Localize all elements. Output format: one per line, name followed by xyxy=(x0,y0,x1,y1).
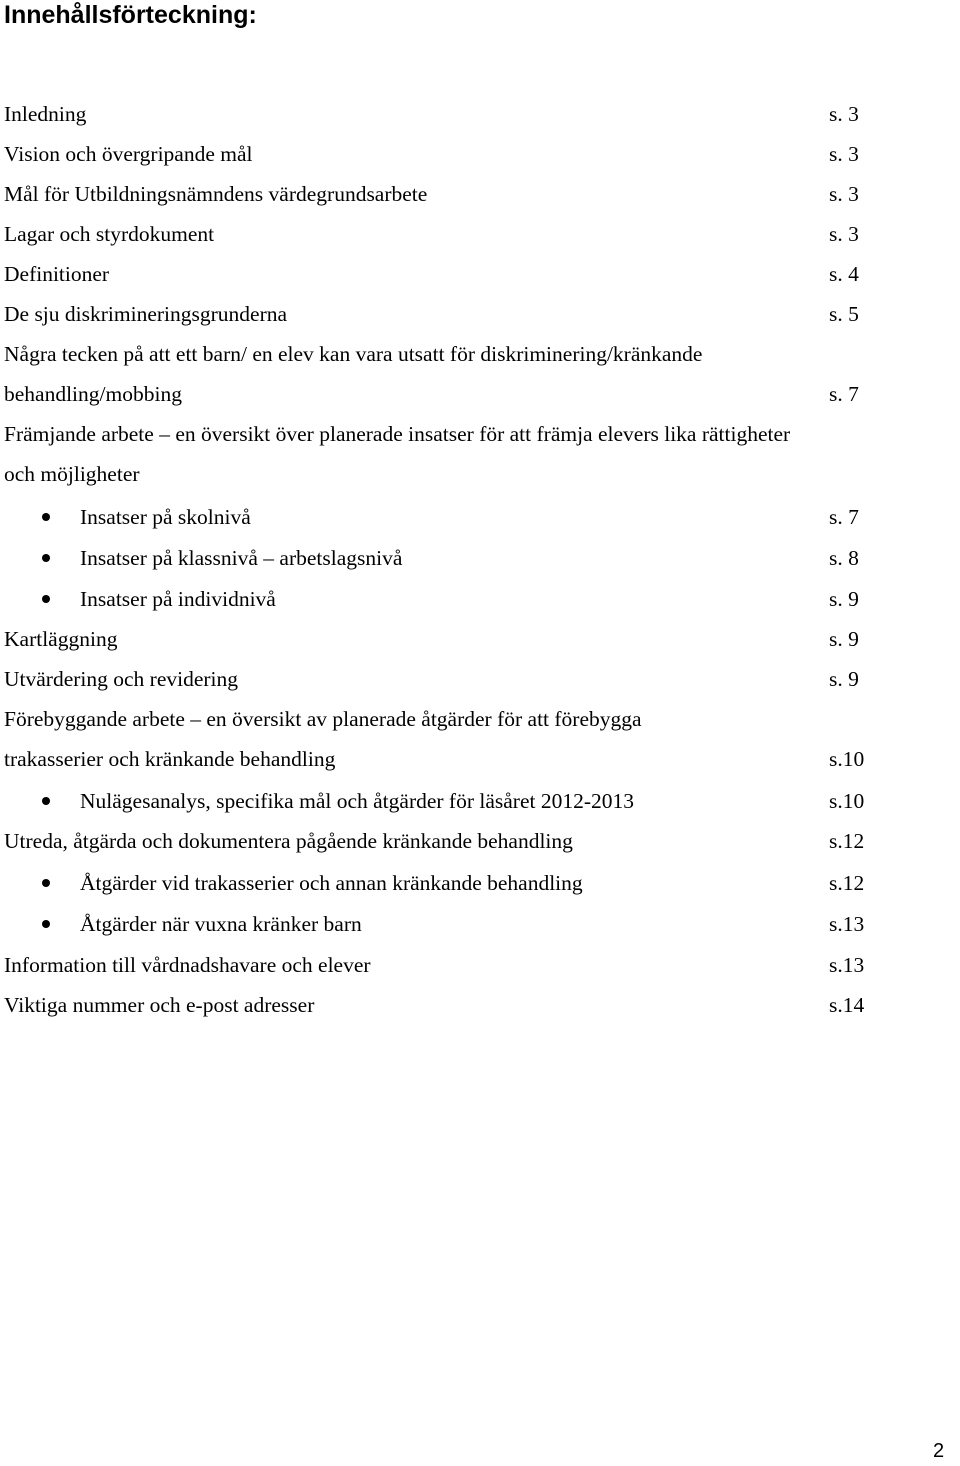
toc-entry-text: Information till vårdnadshavare och elever xyxy=(4,953,371,977)
toc-entry-text: De sju diskrimineringsgrunderna xyxy=(4,302,288,326)
toc-subentry-text: Åtgärder vid trakasserier och annan kränkande behandling xyxy=(80,871,583,895)
bullet-icon xyxy=(42,797,50,805)
bullet-icon xyxy=(42,554,50,562)
toc-entry-page: s.13 xyxy=(829,953,865,977)
toc-entry-page: s. 9 xyxy=(829,667,859,691)
page-number: 2 xyxy=(933,1440,945,1462)
toc-entry-page: s.12 xyxy=(829,829,865,853)
toc-subentry-text: Insatser på skolnivå xyxy=(80,505,251,529)
bullet-icon xyxy=(42,920,50,928)
bullet-icon xyxy=(42,595,50,603)
toc-entry-text: Främjande arbete – en översikt över planerade insatser för att främja elevers lika rättigheter xyxy=(4,422,791,446)
toc-entry-text: Utreda, åtgärda och dokumentera pågående kränkande behandling xyxy=(4,829,573,853)
toc-entry-page: s.14 xyxy=(829,993,865,1017)
toc-subentry-text: Insatser på klassnivå – arbetslagsnivå xyxy=(80,546,403,570)
toc-entry-text: Lagar och styrdokument xyxy=(4,222,215,246)
toc-entry-text: Vision och övergripande mål xyxy=(4,142,253,166)
toc-entry-page: s. 8 xyxy=(829,546,859,570)
toc-entry-page: s.12 xyxy=(829,871,865,895)
toc-entry-page: s.10 xyxy=(829,747,865,771)
toc-entry-text: Förebyggande arbete – en översikt av planerade åtgärder för att förebygga xyxy=(4,707,642,731)
toc-entry-page: s. 3 xyxy=(829,182,859,206)
toc-entry-page: s. 9 xyxy=(829,627,859,651)
toc-entry-text: Inledning xyxy=(4,102,87,126)
bullet-icon xyxy=(42,879,50,887)
toc-entry-text: Viktiga nummer och e-post adresser xyxy=(4,993,315,1017)
toc-subentry-text: Insatser på individnivå xyxy=(80,587,276,611)
toc-entry-text: Några tecken på att ett barn/ en elev kan vara utsatt för diskriminering/kränkande xyxy=(4,342,703,366)
toc-entry-text: trakasserier och kränkande behandling xyxy=(4,747,336,771)
toc-entry-text: behandling/mobbing xyxy=(4,382,182,406)
toc-entry-text: och möjligheter xyxy=(4,462,140,486)
toc-entry-page: s.10 xyxy=(829,789,865,813)
toc-entry-text: Kartläggning xyxy=(4,627,118,651)
toc-entry-text: Mål för Utbildningsnämndens värdegrundsarbete xyxy=(4,182,428,206)
toc-entry-page: s. 4 xyxy=(829,262,859,286)
toc-entry-page: s. 9 xyxy=(829,587,859,611)
toc-entry-text: Utvärdering och revidering xyxy=(4,667,239,691)
toc-entry-page: s. 3 xyxy=(829,142,859,166)
toc-entry-text: Definitioner xyxy=(4,262,110,286)
toc-entry-page: s. 3 xyxy=(829,222,859,246)
toc-subentry-text: Åtgärder när vuxna kränker barn xyxy=(80,912,362,936)
toc-entry-page: s. 7 xyxy=(829,505,859,529)
toc-entry-page: s. 7 xyxy=(829,382,859,406)
toc-entry-page: s. 5 xyxy=(829,302,859,326)
toc-title: Innehållsförteckning: xyxy=(4,1,257,29)
toc-entry-page: s. 3 xyxy=(829,102,859,126)
toc-subentry-text: Nulägesanalys, specifika mål och åtgärder för läsåret 2012-2013 xyxy=(80,789,635,813)
bullet-icon xyxy=(42,513,50,521)
toc-entry-page: s.13 xyxy=(829,912,865,936)
